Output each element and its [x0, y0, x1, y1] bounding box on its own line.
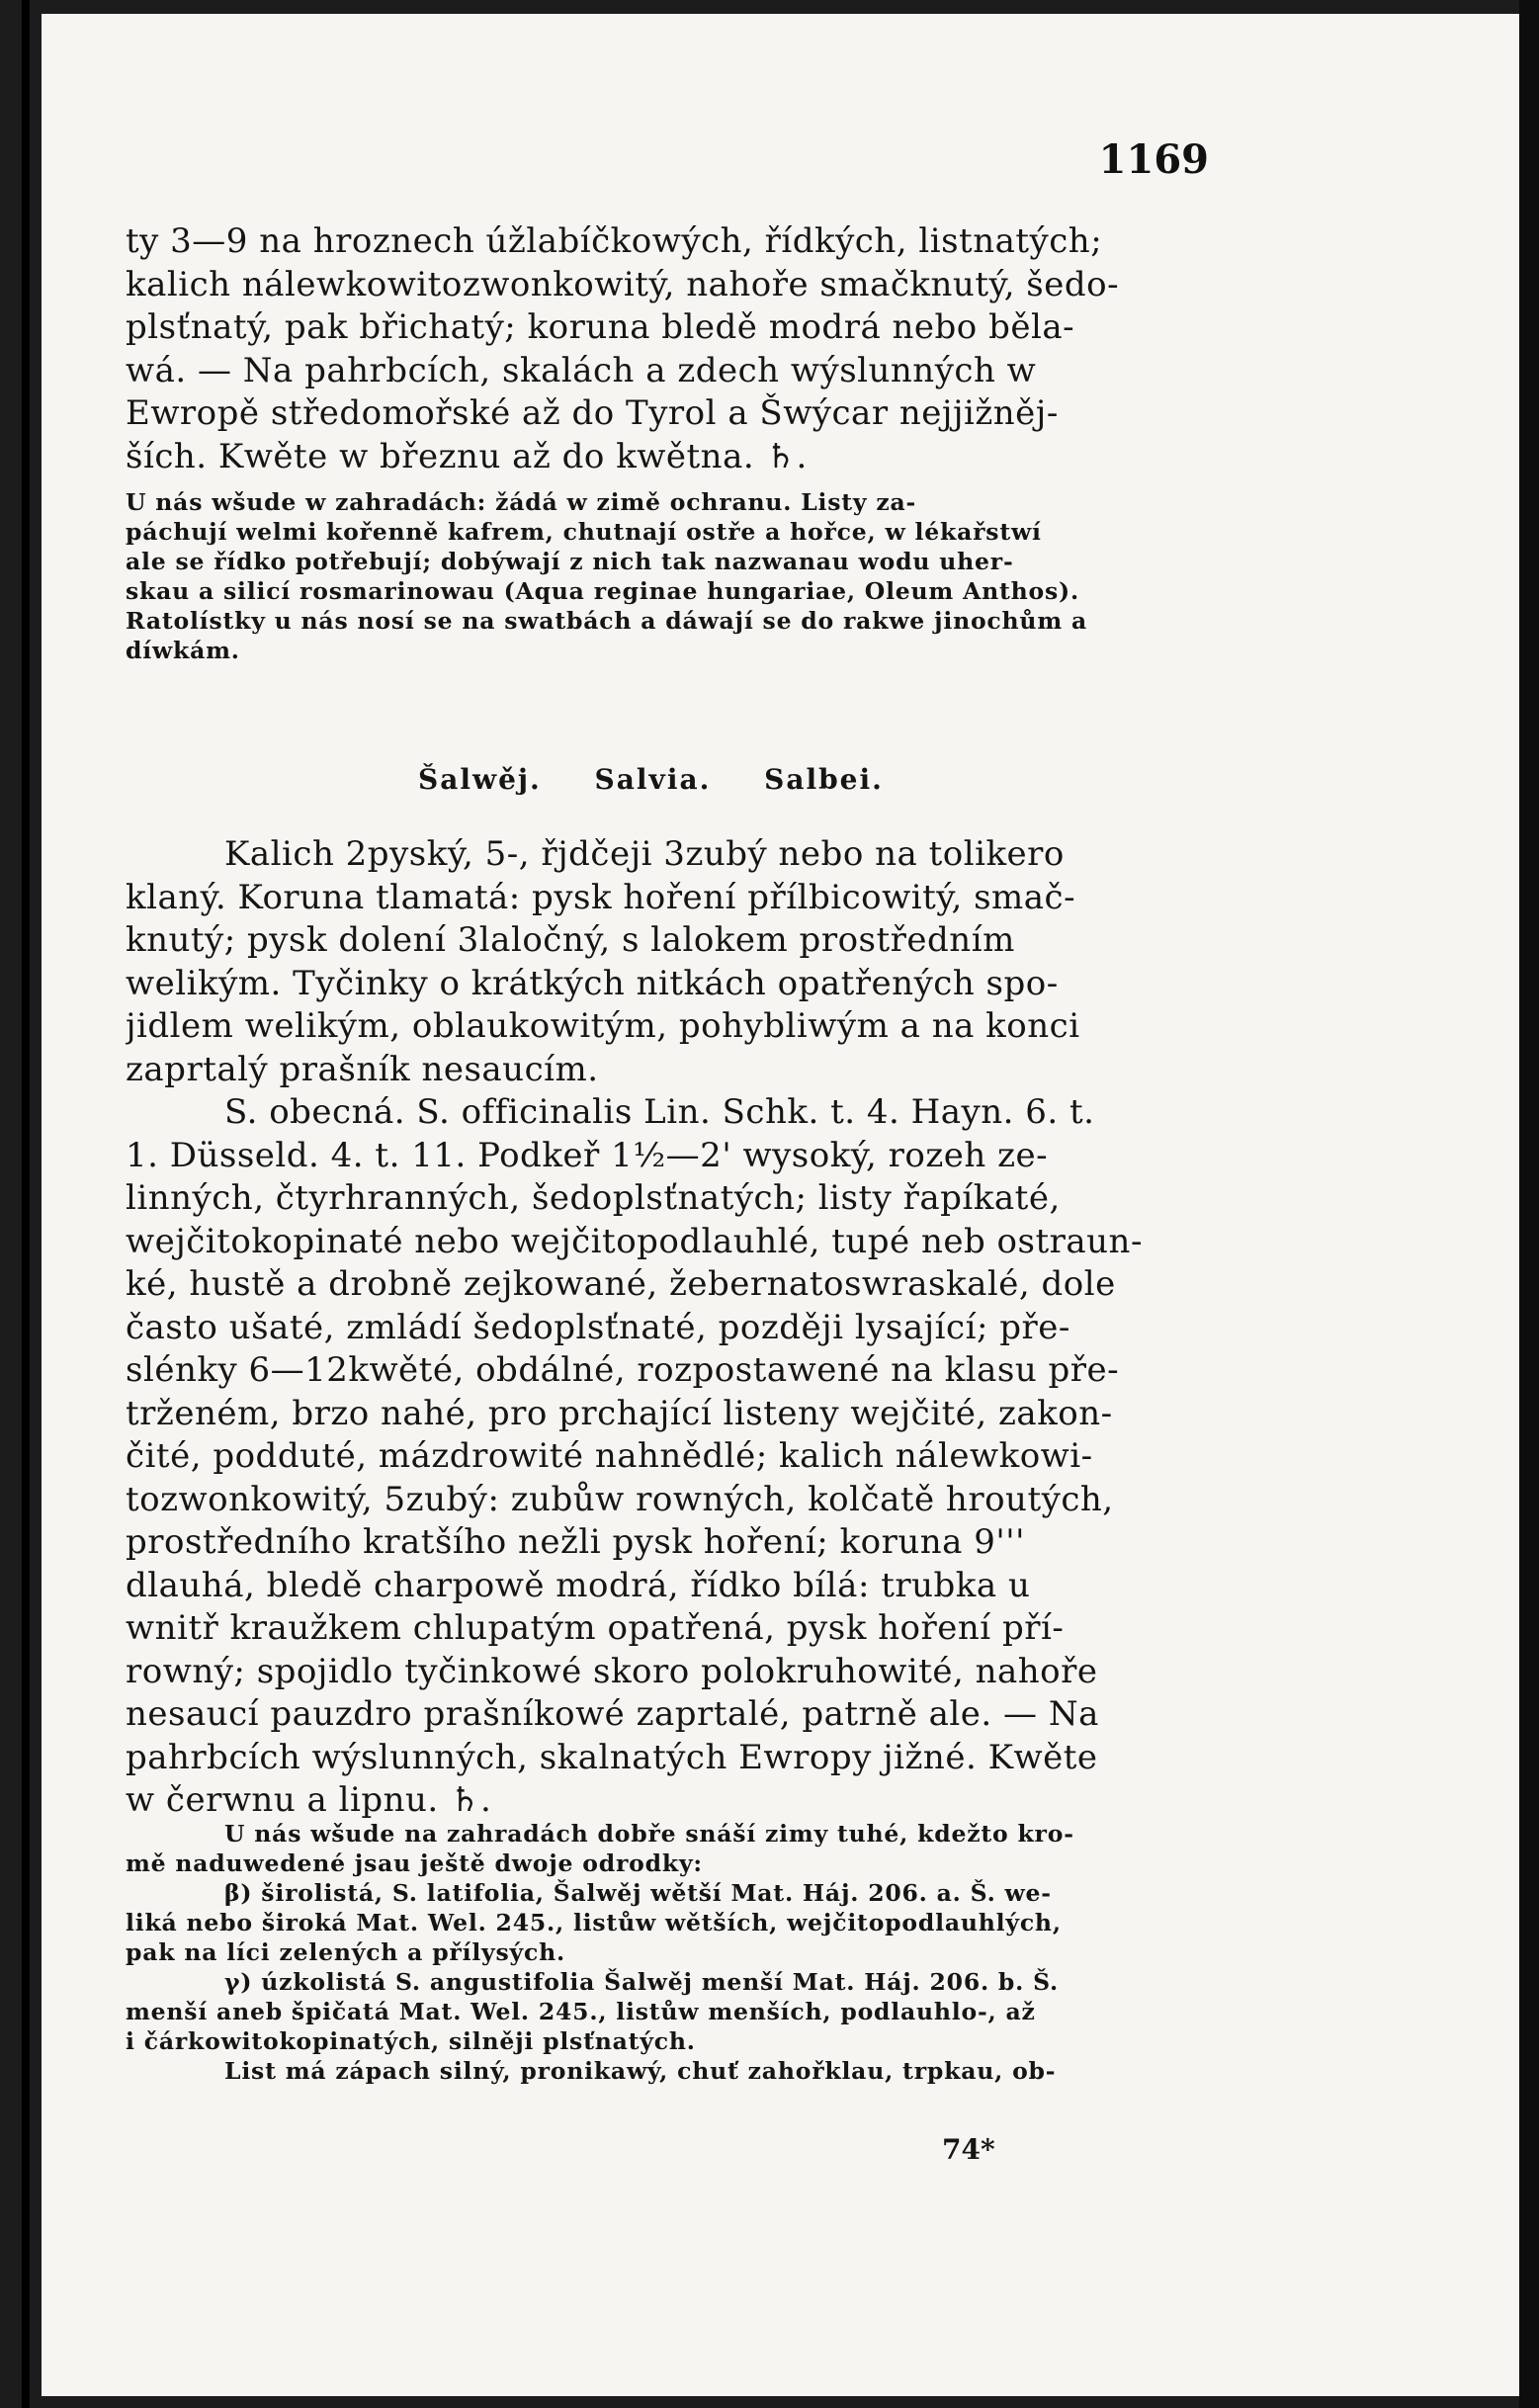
note-line: liká nebo široká Mat. Wel. 245., listůw wětších, wejčitopodlauhlých, [126, 1909, 1062, 1936]
note-line: List má zápach silný, pronikawý, chuť zahořklau, trpkau, ob- [224, 2057, 1057, 2085]
text-line: prostředního kratšího nežli pysk hoření; koruna 9''' [126, 1522, 1025, 1562]
text-line: wá. — Na pahrbcích, skalách a zdech wýslunných w [126, 350, 1037, 390]
text-line: klaný. Koruna tlamatá: pysk hoření přílbicowitý, smač- [126, 877, 1076, 917]
text-line: w čerwnu a lipnu. ♄. [126, 1780, 492, 1820]
text-line: kalich nálewkowitozwonkowitý, nahoře smačknutý, šedo- [126, 264, 1120, 304]
note-line: i čárkowitokopinatých, silněji plsťnatých. [126, 2027, 696, 2055]
note-line: skau a silicí rosmarinowau (Aqua reginae hungariae, Oleum Anthos). [126, 577, 1079, 605]
text-line: často ušaté, zmládí šedoplsťnaté, později lysající; pře- [126, 1307, 1070, 1347]
note-line: U nás wšude na zahradách dobře snáší zimy tuhé, kdežto kro- [224, 1820, 1074, 1848]
text-line: linných, čtyrhranných, šedoplsťnatých; listy řapíkaté, [126, 1178, 1061, 1218]
heading-czech: Šalwěj. [418, 763, 542, 796]
text-line: ty 3—9 na hroznech úžlabíčkowých, řídkých, listnatých; [126, 221, 1103, 261]
text-line: zaprtalý prašník nesaucím. [126, 1049, 599, 1089]
text-line: ších. Kwěte w březnu až do kwětna. ♄. [126, 436, 808, 476]
text-line: jidlem welikým, oblaukowitým, pohybliwým a na konci [126, 1006, 1080, 1046]
note-line: ale se řídko potřebují; dobýwají z nich tak nazwanau wodu uher- [126, 548, 1014, 575]
note-cultivation [126, 487, 1208, 665]
text-line: čité, podduté, mázdrowité nahnědlé; kalich nálewkowi- [126, 1436, 1093, 1476]
scan-edge-left [22, 0, 30, 2408]
paragraph-genus-description [126, 833, 1208, 1091]
signature-mark: 74* [942, 2133, 995, 2166]
text-line: tozwonkowitý, 5zubý: zubůw rowných, kolčatě hroutých, [126, 1479, 1114, 1519]
note-line: páchují welmi kořenně kafrem, chutnají ostře a hořce, w lékařstwí [126, 518, 1042, 546]
text-line: slénky 6—12kwěté, obdálné, rozpostawené na klasu pře- [126, 1350, 1120, 1390]
text-line: wnitř kraužkem chlupatým opatřená, pysk hoření pří- [126, 1608, 1065, 1648]
text-line: knutý; pysk dolení 3laločný, s lalokem prostředním [126, 920, 1015, 960]
text-line: Kalich 2pyský, 5-, řjdčeji 3zubý nebo na tolikero [224, 834, 1065, 874]
heading-latin: Salvia. [594, 763, 712, 796]
text-line: trženém, brzo nahé, pro prchající listeny wejčité, zakon- [126, 1393, 1113, 1433]
text-line: pahrbcích wýslunných, skalnatých Ewropy jižné. Kwěte [126, 1737, 1098, 1777]
text-line: nesaucí pauzdro prašníkowé zaprtalé, patrně ale. — Na [126, 1694, 1099, 1734]
text-line: rowný; spojidlo tyčinkowé skoro polokruhowité, nahoře [126, 1651, 1098, 1691]
note-line: β) širolistá, S. latifolia, Šalwěj wětší Mat. Háj. 206. a. Š. we- [224, 1879, 1052, 1907]
note-line: mě naduwedené jsau ještě dwoje odrodky: [126, 1849, 703, 1877]
note-line: γ) úzkolistá S. angustifolia Šalwěj menší Mat. Háj. 206. b. Š. [224, 1968, 1060, 1996]
text-line: S. obecná. S. officinalis Lin. Schk. t. 4. Hayn. 6. t. [224, 1092, 1095, 1132]
text-line: Ewropě středomořské až do Tyrol a Šwýcar nejjižněj- [126, 393, 1059, 433]
text-line: wejčitokopinaté nebo wejčitopodlauhlé, tupé neb ostraun- [126, 1221, 1143, 1261]
page-number: 1169 [1098, 136, 1209, 183]
note-line: Ratolístky u nás nosí se na swatbách a dáwají se do rakwe jinochům a [126, 607, 1087, 635]
genus-heading [418, 763, 925, 796]
note-varieties [126, 1819, 1208, 2086]
text-line: ké, hustě a drobně zejkowané, žebernatoswraskalé, dole [126, 1264, 1116, 1304]
text-line: welikým. Tyčinky o krátkých nitkách opatřených spo- [126, 963, 1059, 1003]
note-line: díwkám. [126, 637, 240, 664]
text-line: 1. Düsseld. 4. t. 11. Podkeř 1½—2' wysoký, rozeh ze- [126, 1135, 1049, 1175]
paragraph-species-description [126, 1091, 1208, 1823]
note-line: U nás wšude w zahradách: žádá w zimě ochranu. Listy za- [126, 488, 917, 516]
paragraph-intro [126, 220, 1208, 478]
note-line: pak na líci zelených a přílysých. [126, 1938, 565, 1966]
text-line: plsťnatý, pak břichatý; koruna bledě modrá nebo běla- [126, 307, 1075, 347]
note-line: menší aneb špičatá Mat. Wel. 245., listůw menších, podlauhlo-, až [126, 1998, 1036, 2025]
heading-german: Salbei. [764, 763, 884, 796]
text-line: dlauhá, bledě charpowě modrá, řídko bílá: trubka u [126, 1565, 1031, 1605]
scan-edge-right [1519, 0, 1539, 2408]
